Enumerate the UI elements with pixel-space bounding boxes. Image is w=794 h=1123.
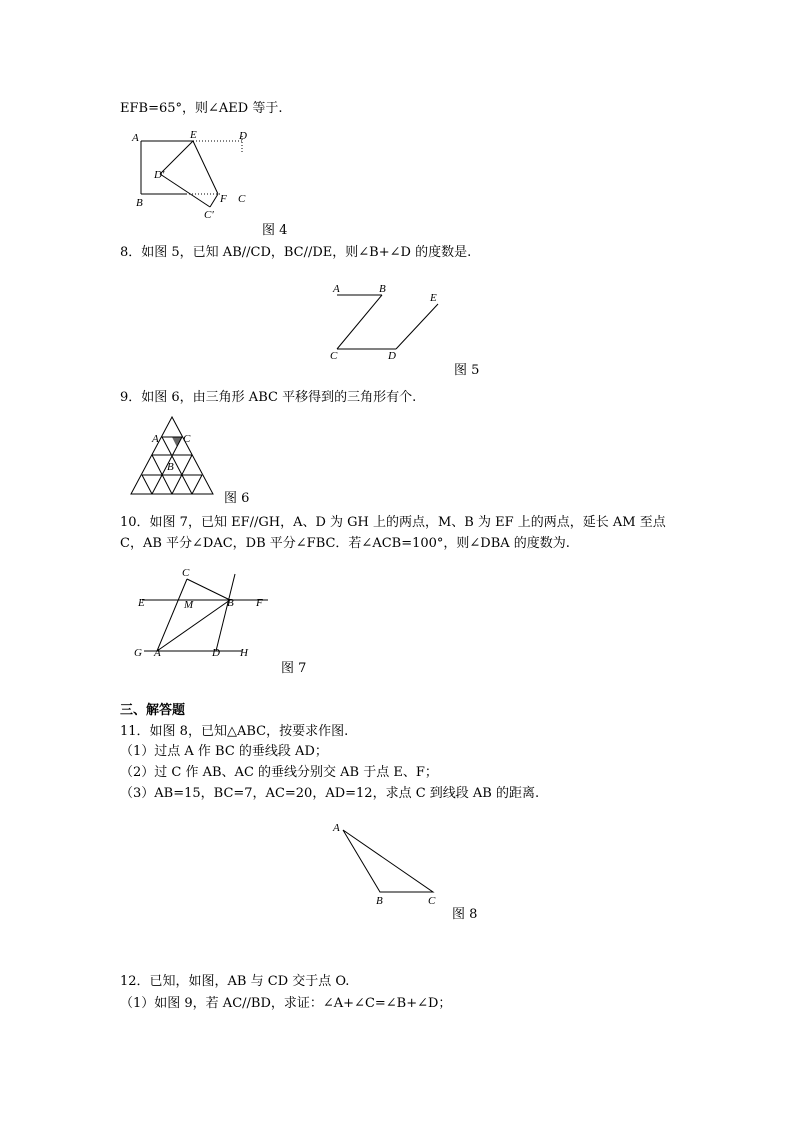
q10-text-line1: 10．如图 7，已知 EF//GH，A、D 为 GH 上的两点，M、B 为 EF 上的两点，延长 AM 至点	[120, 515, 666, 530]
fig4-label-f: F	[220, 193, 227, 205]
fig8-label-a: A	[333, 822, 340, 834]
section-heading: 三、解答题	[120, 703, 186, 718]
fig4-label-a: A	[132, 132, 139, 144]
fig4-label-d: D	[239, 130, 247, 142]
fig6-caption: 图 6	[224, 491, 250, 506]
figure-4	[130, 128, 270, 221]
figure-6	[122, 414, 232, 494]
fig7-label-f: F	[256, 597, 263, 609]
figure-7	[130, 566, 280, 671]
fig7-label-d: D	[212, 647, 220, 659]
fig7-label-h: H	[240, 647, 248, 659]
fig7-label-c: C	[182, 567, 190, 579]
fig5-label-d: D	[388, 350, 396, 362]
figure-8	[330, 820, 440, 905]
fig7-label-a: A	[154, 647, 161, 659]
q8-text: 8．如图 5，已知 AB//CD，BC//DE，则∠B+∠D 的度数是.	[120, 245, 472, 260]
fig5-label-a: A	[333, 283, 340, 295]
q11-text: 11．如图 8，已知△ABC，按要求作图.	[120, 724, 349, 739]
fig8-caption: 图 8	[452, 907, 478, 922]
fig6-label-a: A	[152, 433, 159, 445]
fig4-label-e: E	[190, 129, 197, 141]
fig6-label-c: C	[183, 433, 191, 445]
fig5-label-e: E	[430, 292, 437, 304]
fig7-label-g: G	[134, 647, 142, 659]
q11-part3: （3）AB=15，BC=7，AC=20，AD=12，求点 C 到线段 AB 的距离.	[120, 786, 540, 801]
fig7-label-e: E	[138, 597, 145, 609]
q11-part2: （2）过 C 作 AB、AC 的垂线分别交 AB 于点 E、F；	[120, 765, 438, 780]
q11-part1: （1）过点 A 作 BC 的垂线段 AD；	[120, 744, 328, 759]
fig4-label-c-prime: C′	[204, 209, 214, 221]
fig4-label-c: C	[238, 193, 246, 205]
fig5-caption: 图 5	[454, 363, 480, 378]
fig7-label-b: B	[227, 597, 234, 609]
fig7-label-m: M	[184, 599, 194, 611]
fig4-caption: 图 4	[262, 223, 288, 238]
q12-part1: （1）如图 9，若 AC//BD，求证：∠A+∠C=∠B+∠D；	[120, 996, 452, 1011]
fig8-label-c: C	[428, 895, 436, 907]
fig6-label-b: B	[167, 461, 174, 473]
fig5-label-c: C	[330, 350, 338, 362]
q10-text-line2: C，AB 平分∠DAC，DB 平分∠FBC．若∠ACB=100°，则∠DBA 的度数为.	[120, 536, 570, 551]
fig7-caption: 图 7	[281, 661, 307, 676]
figure-5	[328, 282, 448, 362]
fig4-label-d-prime: D′	[154, 169, 165, 181]
fig8-label-b: B	[376, 895, 383, 907]
fig4-label-b: B	[136, 197, 143, 209]
fig5-label-b: B	[379, 283, 386, 295]
q12-text: 12．已知，如图，AB 与 CD 交于点 O.	[120, 974, 350, 989]
q7-tail-text: EFB=65°，则∠AED 等于.	[120, 101, 283, 116]
q9-text: 9．如图 6，由三角形 ABC 平移得到的三角形有个.	[120, 390, 417, 405]
